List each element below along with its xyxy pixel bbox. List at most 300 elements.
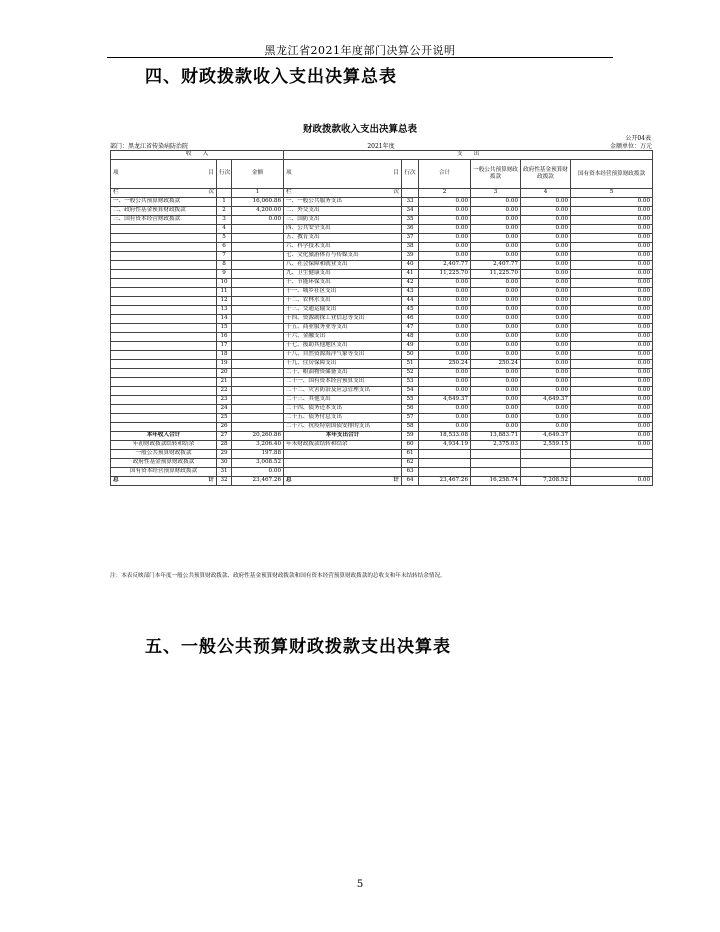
- expense-line-number: 53: [402, 378, 419, 387]
- table-row: [111, 234, 653, 243]
- income-line-number: 24: [217, 405, 232, 414]
- expense-item: 二十三、其他支出: [284, 396, 402, 405]
- total-value: 0.00: [419, 306, 471, 315]
- col-index-2: 2: [419, 189, 471, 198]
- expense-line-number: 38: [402, 243, 419, 252]
- state-value: 0.00: [571, 396, 653, 405]
- table-row: [111, 252, 653, 261]
- total-value: 4,649.37: [419, 396, 471, 405]
- summary-row: [111, 459, 653, 468]
- total-value: 0.00: [419, 243, 471, 252]
- fund-value: 0.00: [521, 234, 571, 243]
- general-value: 0.00: [471, 279, 521, 288]
- income-amount: [232, 306, 284, 315]
- fund-value: 7,208.52: [521, 477, 571, 486]
- total-value: 0.00: [419, 405, 471, 414]
- income-amount: [232, 414, 284, 423]
- expense-item: 十七、援助其他地区支出: [284, 342, 402, 351]
- income-item: [111, 423, 217, 432]
- fund-value: 0.00: [521, 297, 571, 306]
- income-line-number: 23: [217, 396, 232, 405]
- income-amount: 3,008.52: [232, 459, 284, 468]
- income-item: [111, 234, 217, 243]
- state-value: 0.00: [571, 243, 653, 252]
- state-value: 0.00: [571, 315, 653, 324]
- department-label: 部门：黑龙江省传染病防治院: [110, 143, 189, 150]
- table-code: 公开04表: [625, 135, 651, 142]
- table-row: [111, 270, 653, 279]
- general-value: 0.00: [471, 342, 521, 351]
- general-value: 0.00: [471, 207, 521, 216]
- general-value: 0.00: [471, 225, 521, 234]
- state-value: 0.00: [571, 360, 653, 369]
- income-line-number: 19: [217, 360, 232, 369]
- total-value: 0.00: [419, 315, 471, 324]
- general-value: 0.00: [471, 333, 521, 342]
- state-value: [571, 459, 653, 468]
- state-value: 0.00: [571, 387, 653, 396]
- income-line-number: 6: [217, 243, 232, 252]
- state-value: 0.00: [571, 351, 653, 360]
- income-line-number: 18: [217, 351, 232, 360]
- state-value: 0.00: [571, 432, 653, 441]
- fund-value: 0.00: [521, 261, 571, 270]
- table-row: [111, 378, 653, 387]
- income-line-number: 25: [217, 414, 232, 423]
- table-row: [111, 306, 653, 315]
- fund-value: 0.00: [521, 279, 571, 288]
- income-line-number: 32: [217, 477, 232, 486]
- income-line-number: 13: [217, 306, 232, 315]
- general-value: 0.00: [471, 252, 521, 261]
- income-amount: 3,206.40: [232, 441, 284, 450]
- expense-item: 十四、资源勘探工业信息等支出: [284, 315, 402, 324]
- table-note: 注：本表反映部门本年度一般公共预算财政拨款、政府性基金预算财政拨款和国有资本经营预算财政拨款的总收支和年末结转结余情况。: [110, 573, 446, 579]
- income-amount: 0.00: [232, 216, 284, 225]
- fund-value: 4,649.37: [521, 432, 571, 441]
- grand-total-row: [111, 477, 653, 486]
- expense-item: 十八、自然资源海洋气象等支出: [284, 351, 402, 360]
- table-row: [111, 351, 653, 360]
- income-item: [111, 351, 217, 360]
- general-header: 一般公共预算财政拨款: [471, 160, 521, 189]
- state-value: [571, 450, 653, 459]
- fund-value: 0.00: [521, 369, 571, 378]
- general-value: 0.00: [471, 315, 521, 324]
- expense-item: 十九、住房保障支出: [284, 360, 402, 369]
- finance-table: [110, 150, 653, 486]
- state-value: 0.00: [571, 405, 653, 414]
- expense-line-number: 43: [402, 288, 419, 297]
- table-row: [111, 207, 653, 216]
- income-amount: [232, 423, 284, 432]
- fund-value: 0.00: [521, 405, 571, 414]
- income-item: [111, 369, 217, 378]
- total-value: 23,467.26: [419, 477, 471, 486]
- income-item-header: 项 目: [111, 160, 217, 189]
- income-amount: 16,060.86: [232, 198, 284, 207]
- income-item: [111, 225, 217, 234]
- expense-line-number: 57: [402, 414, 419, 423]
- expense-line-number: 45: [402, 306, 419, 315]
- income-item: [111, 279, 217, 288]
- table-row: [111, 324, 653, 333]
- income-item: [111, 360, 217, 369]
- general-value: 0.00: [471, 378, 521, 387]
- fund-value: 0.00: [521, 378, 571, 387]
- fund-value: 4,649.37: [521, 396, 571, 405]
- expense-line-number: 48: [402, 333, 419, 342]
- expense-item: 二十五、债务付息支出: [284, 414, 402, 423]
- expense-line-number: 41: [402, 270, 419, 279]
- income-line-number: 16: [217, 333, 232, 342]
- state-value: 0.00: [571, 324, 653, 333]
- income-line-number: 31: [217, 468, 232, 477]
- expense-line-number: 50: [402, 351, 419, 360]
- state-value: 0.00: [571, 333, 653, 342]
- income-item: 年初财政拨款结转和结余: [111, 441, 217, 450]
- summary-row: [111, 450, 653, 459]
- income-item: [111, 387, 217, 396]
- general-value: [471, 450, 521, 459]
- income-item: 本年收入合计: [111, 432, 217, 441]
- expense-line-number: 39: [402, 252, 419, 261]
- expense-item: 二十四、债务还本支出: [284, 405, 402, 414]
- fund-value: 0.00: [521, 414, 571, 423]
- income-item: 三、国有资本经营财政拨款: [111, 216, 217, 225]
- fund-value: [521, 459, 571, 468]
- income-amount: [232, 288, 284, 297]
- expense-line-number: 64: [402, 477, 419, 486]
- expense-item: 二十一、国有资本经营预算支出: [284, 378, 402, 387]
- expense-total-label: 总 计: [284, 477, 402, 486]
- expense-line-number: 44: [402, 297, 419, 306]
- col-index-3: 3: [471, 189, 521, 198]
- expense-item: [284, 468, 402, 477]
- state-value: 0.00: [571, 342, 653, 351]
- fund-value: 0.00: [521, 207, 571, 216]
- expense-line-number: 58: [402, 423, 419, 432]
- expense-item: 十一、城乡社区支出: [284, 288, 402, 297]
- income-amount: [232, 270, 284, 279]
- income-amount: [232, 297, 284, 306]
- fund-value: 0.00: [521, 324, 571, 333]
- fund-value: 0.00: [521, 216, 571, 225]
- income-header: 收 入: [111, 151, 284, 160]
- expense-line-number: 59: [402, 432, 419, 441]
- income-item: [111, 243, 217, 252]
- expense-item: 二十、粮油物资储备支出: [284, 369, 402, 378]
- income-line-number: 27: [217, 432, 232, 441]
- total-value: 0.00: [419, 225, 471, 234]
- table-row: [111, 216, 653, 225]
- income-item: [111, 396, 217, 405]
- expense-item: 八、社会保障和就业支出: [284, 261, 402, 270]
- expense-item: 十二、农林水支出: [284, 297, 402, 306]
- state-value: 0.00: [571, 261, 653, 270]
- state-value: [571, 468, 653, 477]
- state-value: 0.00: [571, 252, 653, 261]
- summary-row: [111, 432, 653, 441]
- state-value: 0.00: [571, 477, 653, 486]
- summary-row: [111, 468, 653, 477]
- general-value: 0.00: [471, 297, 521, 306]
- fund-value: 0.00: [521, 252, 571, 261]
- income-line-number: 2: [217, 207, 232, 216]
- state-value: 0.00: [571, 369, 653, 378]
- total-value: 0.00: [419, 342, 471, 351]
- income-amount: 4,200.00: [232, 207, 284, 216]
- expense-item: 十六、金融支出: [284, 333, 402, 342]
- general-value: 0.00: [471, 243, 521, 252]
- total-value: 11,225.70: [419, 270, 471, 279]
- total-value: 0.00: [419, 279, 471, 288]
- income-amount: [232, 351, 284, 360]
- expense-line-number: 55: [402, 396, 419, 405]
- fund-value: 0.00: [521, 387, 571, 396]
- expense-item: 三、国防支出: [284, 216, 402, 225]
- fund-value: 2,559.15: [521, 441, 571, 450]
- table-row: [111, 414, 653, 423]
- table-row: [111, 288, 653, 297]
- income-amount: [232, 252, 284, 261]
- expense-line-number: 40: [402, 261, 419, 270]
- state-value: 0.00: [571, 207, 653, 216]
- income-amount: [232, 261, 284, 270]
- fund-value: 0.00: [521, 270, 571, 279]
- income-item: [111, 252, 217, 261]
- expense-item: 年末财政拨款结转和结余: [284, 441, 402, 450]
- page-header: 黑龙江省2021年度部门决算公开说明: [264, 44, 456, 57]
- table-row: [111, 423, 653, 432]
- income-lan-label: 栏 次: [111, 189, 217, 198]
- table-row: [111, 333, 653, 342]
- general-value: 16,258.74: [471, 477, 521, 486]
- income-amount: [232, 315, 284, 324]
- expense-item: 九、卫生健康支出: [284, 270, 402, 279]
- state-value: 0.00: [571, 279, 653, 288]
- expense-item-header: 项 目: [284, 160, 402, 189]
- table-row: [111, 396, 653, 405]
- state-header: 国有资本经营预算财政拨款: [571, 160, 653, 189]
- total-value: 4,934.19: [419, 441, 471, 450]
- table-row: [111, 297, 653, 306]
- expense-line-number: 37: [402, 234, 419, 243]
- expense-item: 十、节能环保支出: [284, 279, 402, 288]
- header-row-main: [111, 151, 653, 160]
- fund-value: 0.00: [521, 198, 571, 207]
- expense-line-number: 42: [402, 279, 419, 288]
- expense-item: 二、外交支出: [284, 207, 402, 216]
- total-value: 0.00: [419, 207, 471, 216]
- income-amount: [232, 360, 284, 369]
- general-value: 2,407.77: [471, 261, 521, 270]
- fund-value: 0.00: [521, 351, 571, 360]
- income-line-number: 14: [217, 315, 232, 324]
- year-label: 2021年度: [367, 143, 395, 150]
- expense-line-number: 49: [402, 342, 419, 351]
- income-amount: [232, 243, 284, 252]
- income-line-number: 21: [217, 378, 232, 387]
- income-line-number: 29: [217, 450, 232, 459]
- income-line-header: 行次: [217, 160, 232, 189]
- total-value: 0.00: [419, 324, 471, 333]
- total-value: [419, 468, 471, 477]
- income-line-number: 30: [217, 459, 232, 468]
- income-amount: [232, 405, 284, 414]
- income-line-number: 15: [217, 324, 232, 333]
- general-value: 0.00: [471, 369, 521, 378]
- general-value: 11,225.70: [471, 270, 521, 279]
- state-value: 0.00: [571, 423, 653, 432]
- expense-line-header: 行次: [402, 160, 419, 189]
- expense-item: 一、一般公共服务支出: [284, 198, 402, 207]
- income-amount: [232, 333, 284, 342]
- expense-line-number: 51: [402, 360, 419, 369]
- income-item: [111, 288, 217, 297]
- general-value: 0.00: [471, 387, 521, 396]
- income-item: [111, 405, 217, 414]
- general-value: 0.00: [471, 414, 521, 423]
- col-index-5: 5: [571, 189, 653, 198]
- total-value: 0.00: [419, 423, 471, 432]
- fund-value: 0.00: [521, 342, 571, 351]
- income-amount: [232, 225, 284, 234]
- fund-value: 0.00: [521, 306, 571, 315]
- income-item: 二、政府性基金预算财政拨款: [111, 207, 217, 216]
- total-value: 0.00: [419, 387, 471, 396]
- expense-line-number: 33: [402, 198, 419, 207]
- total-value: 0.00: [419, 234, 471, 243]
- income-line-number: 28: [217, 441, 232, 450]
- section-5-title: 五、一般公共预算财政拨款支出决算表: [145, 637, 451, 657]
- income-item: [111, 342, 217, 351]
- total-value: [419, 459, 471, 468]
- general-value: 0.00: [471, 198, 521, 207]
- total-value: 0.00: [419, 297, 471, 306]
- expense-line-number: 36: [402, 225, 419, 234]
- state-value: 0.00: [571, 270, 653, 279]
- income-amount: [232, 342, 284, 351]
- fund-value: 0.00: [521, 243, 571, 252]
- table-row: [111, 405, 653, 414]
- expense-line-number: 47: [402, 324, 419, 333]
- fund-value: 0.00: [521, 360, 571, 369]
- expense-item: 四、公共安全支出: [284, 225, 402, 234]
- expense-item: [284, 459, 402, 468]
- income-amount: [232, 387, 284, 396]
- income-line-number: 22: [217, 387, 232, 396]
- income-item: 一般公共预算财政拨款: [111, 450, 217, 459]
- income-item: [111, 315, 217, 324]
- expense-line-number: 62: [402, 459, 419, 468]
- table-row: [111, 225, 653, 234]
- state-value: 0.00: [571, 198, 653, 207]
- income-total-amount: 23,467.26: [232, 477, 284, 486]
- expense-item: 十三、交通运输支出: [284, 306, 402, 315]
- expense-item: 六、科学技术支出: [284, 243, 402, 252]
- income-item: [111, 261, 217, 270]
- col-index-1: 1: [232, 189, 284, 198]
- state-value: 0.00: [571, 414, 653, 423]
- unit-label: 金额单位：万元: [609, 143, 652, 150]
- general-value: 0.00: [471, 324, 521, 333]
- col-index-4: 4: [521, 189, 571, 198]
- income-amount: 197.88: [232, 450, 284, 459]
- state-value: 0.00: [571, 225, 653, 234]
- income-line-number: 5: [217, 234, 232, 243]
- income-line-number: 9: [217, 270, 232, 279]
- income-line-number: 20: [217, 369, 232, 378]
- table-row: [111, 198, 653, 207]
- fund-value: [521, 468, 571, 477]
- expense-line-number: 61: [402, 450, 419, 459]
- state-value: 0.00: [571, 234, 653, 243]
- table-row: [111, 261, 653, 270]
- general-value: 250.24: [471, 360, 521, 369]
- income-line-number: 10: [217, 279, 232, 288]
- total-value: 0.00: [419, 369, 471, 378]
- income-line-number: 4: [217, 225, 232, 234]
- blank-cell: [217, 189, 232, 198]
- income-item: [111, 414, 217, 423]
- table-row: [111, 243, 653, 252]
- general-value: [471, 468, 521, 477]
- income-amount: [232, 396, 284, 405]
- expense-line-number: 34: [402, 207, 419, 216]
- total-value: [419, 450, 471, 459]
- total-value: 0.00: [419, 333, 471, 342]
- income-amount: 0.00: [232, 468, 284, 477]
- general-value: [471, 459, 521, 468]
- income-item: [111, 297, 217, 306]
- income-item: [111, 270, 217, 279]
- expense-line-number: 52: [402, 369, 419, 378]
- table-row: [111, 342, 653, 351]
- income-item: [111, 333, 217, 342]
- table-row: [111, 279, 653, 288]
- section-4-title: 四、财政拨款收入支出决算总表: [145, 67, 397, 87]
- expense-item: 七、文化旅游体育与传媒支出: [284, 252, 402, 261]
- table-row: [111, 369, 653, 378]
- table-row: [111, 360, 653, 369]
- expense-item: [284, 450, 402, 459]
- fund-value: [521, 450, 571, 459]
- income-line-number: 17: [217, 342, 232, 351]
- state-value: 0.00: [571, 441, 653, 450]
- fund-header: 政府性基金预算财政拨款: [521, 160, 571, 189]
- income-line-number: 26: [217, 423, 232, 432]
- state-value: 0.00: [571, 216, 653, 225]
- income-amount: 20,260.86: [232, 432, 284, 441]
- general-value: 0.00: [471, 306, 521, 315]
- table-title: 财政拨款收入支出决算总表: [302, 124, 417, 135]
- state-value: 0.00: [571, 306, 653, 315]
- income-item: [111, 306, 217, 315]
- general-value: 13,883.71: [471, 432, 521, 441]
- expense-line-number: 54: [402, 387, 419, 396]
- total-header: 合计: [419, 160, 471, 189]
- income-line-number: 7: [217, 252, 232, 261]
- general-value: 0.00: [471, 423, 521, 432]
- table-row: [111, 315, 653, 324]
- page-number: 5: [356, 879, 364, 890]
- expense-lan-label: 栏 次: [284, 189, 402, 198]
- general-value: 0.00: [471, 405, 521, 414]
- general-value: 0.00: [471, 288, 521, 297]
- income-amount: [232, 279, 284, 288]
- state-value: 0.00: [571, 378, 653, 387]
